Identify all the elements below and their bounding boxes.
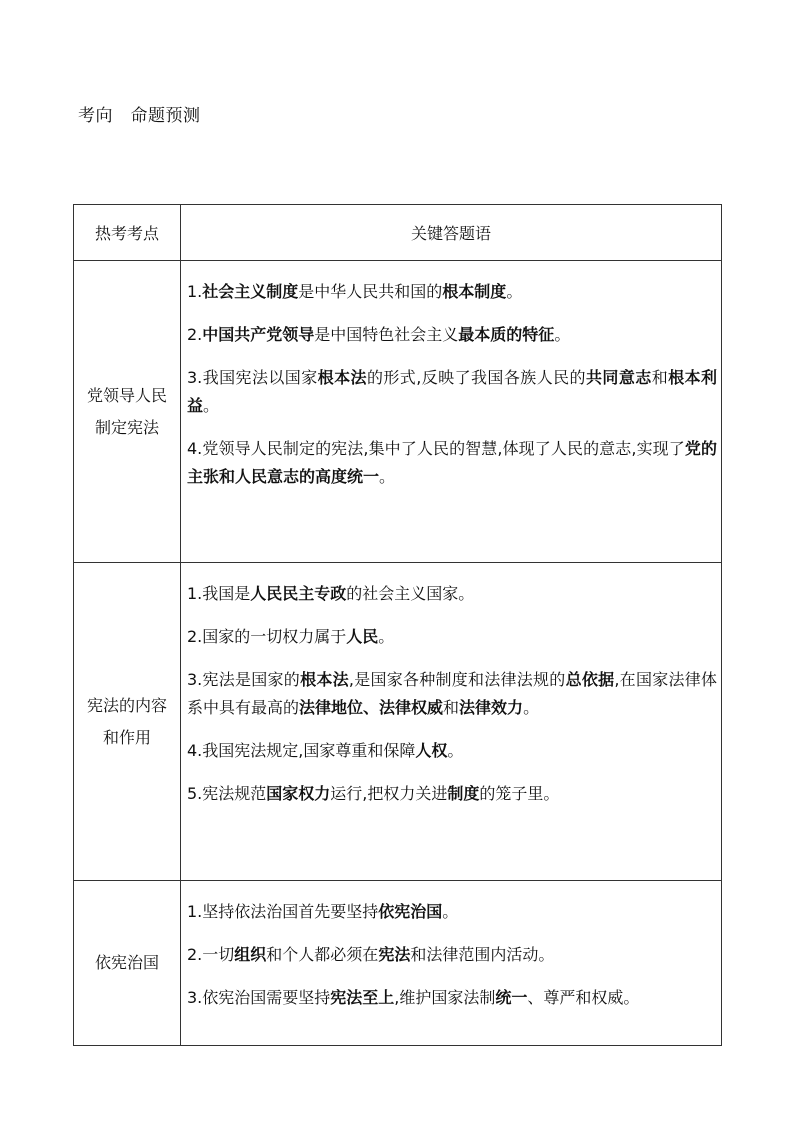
key-phrase-bold: 人民民主专政	[250, 584, 347, 603]
topic-line: 依宪治国	[94, 953, 159, 972]
key-phrase-bold: 最本质的特征	[458, 325, 555, 344]
topic-line: 党领导人民	[86, 385, 167, 405]
key-point-text: 2.	[187, 325, 203, 344]
key-point	[187, 780, 717, 808]
key-point-text: 是中国特色社会主义	[314, 325, 459, 344]
key-point-text: 和	[651, 368, 669, 387]
key-point-text: 3.我国宪法以国家	[187, 368, 318, 387]
points-cell	[181, 563, 722, 881]
key-point-text: 的社会主义国家。	[346, 584, 475, 603]
key-point-text: ,是国家各种制度和法律法规的	[348, 670, 566, 689]
key-phrase-bold: 共同意志	[585, 368, 652, 387]
key-point-text: 3.宪法是国家的	[187, 670, 301, 689]
key-point-text: 和	[443, 698, 460, 717]
column-header-key-phrases: 关键答题语	[181, 205, 722, 261]
table-header-row	[74, 205, 722, 261]
key-point	[187, 435, 717, 491]
key-point-text: 1.我国是	[187, 584, 251, 603]
key-point-text: 。	[442, 902, 459, 921]
key-point-text: 1.	[187, 282, 203, 301]
topic-cell	[74, 881, 181, 1046]
key-point	[187, 321, 717, 349]
key-phrase-bold: 根本利益	[187, 368, 717, 415]
points-cell	[181, 261, 722, 563]
topic-line: 制定宪法	[94, 417, 159, 437]
key-point	[187, 364, 717, 420]
key-phrase-bold: 法律地位、法律权威	[299, 698, 444, 717]
table-row	[74, 261, 722, 563]
key-point-text: 。	[379, 467, 396, 486]
key-phrase-bold: 法律效力	[459, 698, 524, 717]
key-point-text: 运行,把权力关进	[330, 784, 448, 803]
topic-line: 和作用	[102, 727, 151, 747]
key-phrase-bold: 组织	[234, 945, 267, 964]
key-phrase-bold: 人民	[346, 627, 379, 646]
key-point	[187, 737, 717, 765]
key-point-text: 4.我国宪法规定,国家尊重和保障	[187, 741, 416, 760]
key-point-text: 5.宪法规范	[187, 784, 267, 803]
key-point-text: 。	[506, 282, 523, 301]
key-point-text: 。	[378, 627, 395, 646]
key-phrase-bold: 制度	[447, 784, 480, 803]
topic-cell	[74, 563, 181, 881]
key-point-text: 4.党领导人民制定的宪法,集中了人民的智慧,体现了人民的意志,实现了	[187, 439, 685, 458]
topic-cell	[74, 261, 181, 563]
topic-line: 宪法的内容	[86, 695, 167, 715]
key-phrase-bold: 统一	[495, 988, 528, 1007]
key-phrase-bold: 根本法	[317, 368, 367, 387]
key-point-text: 2.国家的一切权力属于	[187, 627, 347, 646]
key-phrase-bold: 人权	[415, 741, 448, 760]
key-point-text: ,维护国家法制	[394, 988, 496, 1007]
key-point	[187, 278, 717, 306]
key-point-text: 3.依宪治国需要坚持	[187, 988, 331, 1007]
key-point-text: 和法律范围内活动。	[410, 945, 555, 964]
key-point	[187, 898, 717, 926]
key-point	[187, 984, 717, 1012]
key-point-text: 。	[447, 741, 464, 760]
key-phrase-bold: 国家权力	[266, 784, 331, 803]
key-points-table	[73, 204, 722, 1046]
key-point	[187, 623, 717, 651]
key-phrase-bold: 中国共产党领导	[202, 325, 315, 344]
key-point-text: 和个人都必须在	[266, 945, 379, 964]
key-point-text: 的形式,反映了我国各族人民的	[366, 368, 586, 387]
column-header-topic: 热考考点	[74, 205, 181, 261]
table-row	[74, 563, 722, 881]
key-point-text: 2.一切	[187, 945, 235, 964]
key-phrase-bold: 宪法至上	[330, 988, 395, 1007]
key-phrase-bold: 宪法	[378, 945, 411, 964]
table-row	[74, 881, 722, 1046]
key-phrase-bold: 依宪治国	[378, 902, 443, 921]
points-cell	[181, 881, 722, 1046]
key-point	[187, 580, 717, 608]
key-point	[187, 941, 717, 969]
key-point-text: 是中华人民共和国的	[298, 282, 443, 301]
key-point-text: ,在国家法律体系中具有最高的	[187, 670, 717, 717]
key-phrase-bold: 根本法	[300, 670, 349, 689]
key-point-text: 的笼子里。	[479, 784, 560, 803]
key-point-text: 。	[554, 325, 571, 344]
key-point-text: 。	[523, 698, 540, 717]
key-point-text: 1.坚持依法治国首先要坚持	[187, 902, 379, 921]
key-phrase-bold: 根本制度	[442, 282, 507, 301]
key-phrase-bold: 党的主张和人民意志的高度统一	[187, 439, 717, 486]
key-phrase-bold: 总依据	[565, 670, 615, 689]
key-point-text: 、尊严和权威。	[527, 988, 640, 1007]
key-phrase-bold: 社会主义制度	[202, 282, 299, 301]
section-heading: 考向 命题预测	[78, 106, 201, 126]
key-point	[187, 666, 717, 722]
key-point-text: 。	[203, 396, 220, 415]
